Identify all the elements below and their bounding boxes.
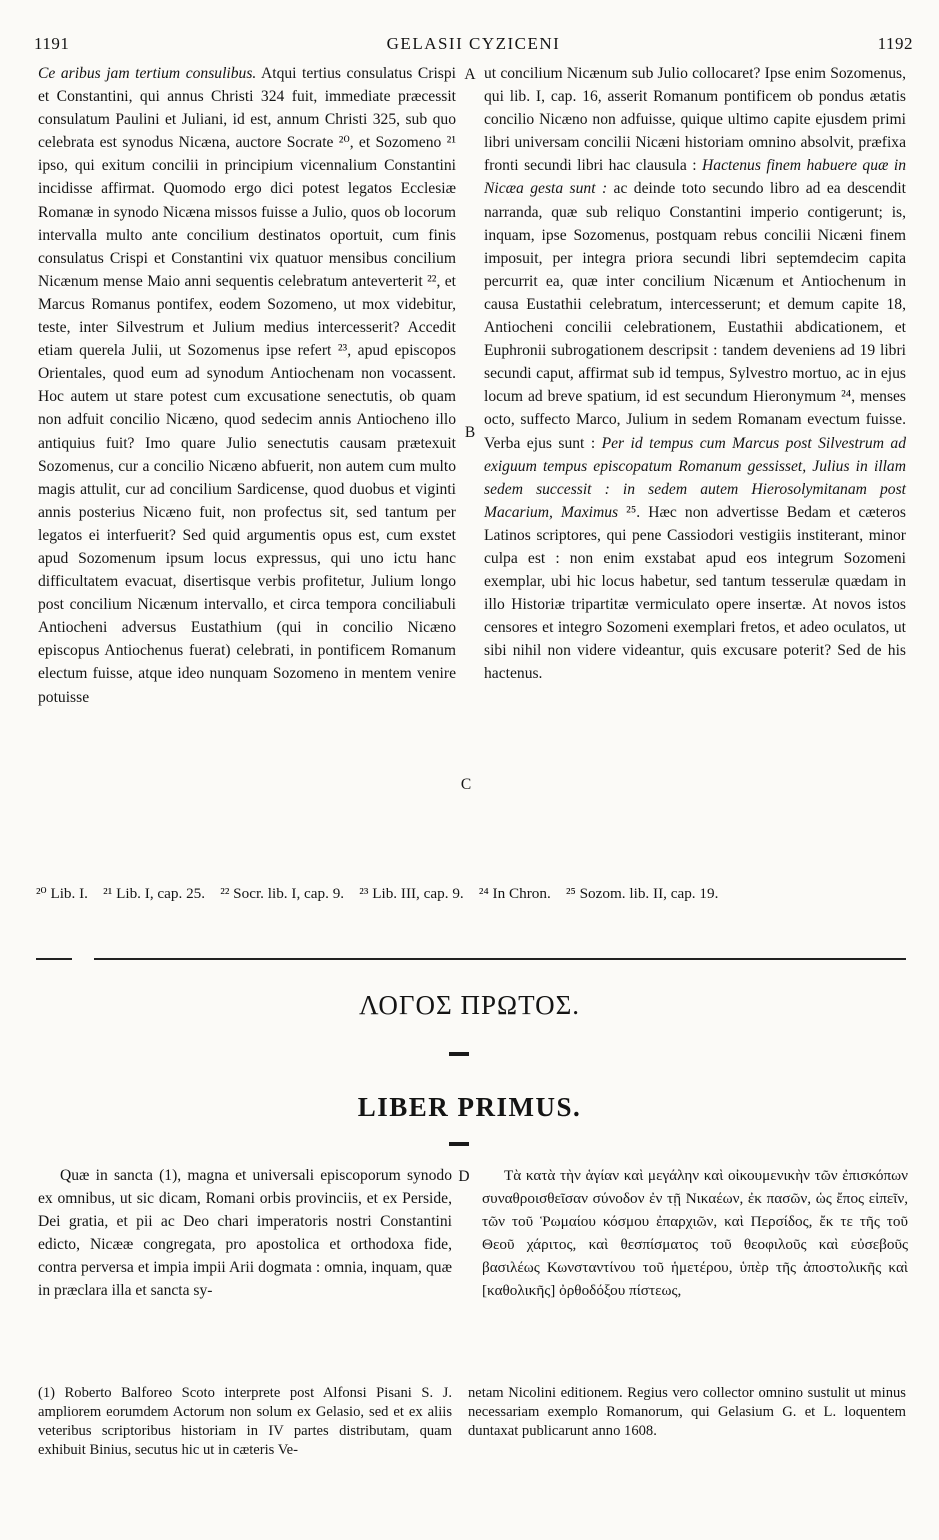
left-column-top [38,62,456,709]
left-column-bottom [38,1164,452,1303]
rule-long [94,958,906,960]
greek-text: Τὰ κατὰ τὴν ἁγίαν καὶ μεγάλην καὶ οἰκουμενικὴν τῶν ἐπισκόπων συναθροισθεῖσαν σύνοδον ἐν τῇ Νικαέων, ἐκ πασῶν, ὡς ἔπος εἰπεῖν, τῶν τοῦ Ῥωμαίου κόσμου ἐπαρχιῶν, καὶ Περσίδος, ἔκ τε τῆς τοῦ Θεοῦ χάριτος, καὶ θεσπίσματος τοῦ θεοφιλοῦς καὶ εὐσεβοῦς βασιλέως Κωνσταντίνου τοῦ ἡμετέρου, ὑπὲρ τῆς ἀποστολικῆς καὶ [καθολικῆς] ὀρθοδόξου πίστεως, [482,1167,908,1300]
paragraph-text: Quæ in sancta (1), magna et universali episcoporum synodo ex omnibus, ut sic dicam, Romani orbis provinciis, et ex Perside, Dei gratia, et pii ac Deo chari imperatoris nostri Constantini edicto, Nicææ congregata, pro apostolica et orthodoxa fide, contra perversa et impia impii Arii dogmata : omnia, inquam, quæ in præclara illa et sancta sy- [38,1167,452,1300]
footnote: ²⁴ In Chron. [478,885,551,902]
margin-marker-b: B [464,424,476,441]
footnote-bottom-right: netam Nicolini editionem. Regius vero collector omnino sustulit ut minus necessariam exemplo Romanorum, qui Gelasium G. et L. loquentem duntaxat publicarunt anno 1608. [468,1385,906,1439]
page-number-right: 1192 [877,34,913,53]
paragraph [484,62,906,686]
footnote: ²¹ Lib. I, cap. 25. [103,885,206,902]
right-column-top [484,62,906,686]
footnote: ²⁰ Lib. I. [36,885,88,902]
paragraph-text: Atqui tertius consulatus Crispi et Constantini, qui annus Christi 324 fuit, immediate præcessit consulatum Paulini et Juliani, id est, annum Christi 325, sub quo celebrata est synodus Nicæna, auctore Socrate ²⁰, et Sozomeno ²¹ ipso, qui exitum concilii in principium vicennalium Constantini incidisse affirmat. Quomodo ergo dici potest legatos Ecclesiæ Romanæ in synodo Nicæna missos fuisse a Julio, quos ob locorum intervalla multo ante concilium destinatos oportuit, cum finis consulatus Crispi et Constantini vix quatuor mensibus concilium Nicænum mense Maio anni sequentis celebratum anteverterit ²², et Marcus Romanus pontifex, eodem Sozomeno, ut mox videbitur, teste, inter Silvestrum et Julium medius intercesserit? Accedit etiam querela Julii, ut Sozomenus ipse refert ²³, apud episcopos Orientales, quod eum ad synodum Antiochenam non vocassent. Hoc autem ut stare potest cum excusatione senectutis, ob quam non adfuit concilio Nicæno, quod sedecim annis Antiocheno illo antiquius fuit? Imo quare Julio senectutis causam prætexuit Sozomenus, cur a concilio Nicæno abfuerit, non autem cum multo magis attulit, cur ad concilium Sardicense, quod duobus et viginti annis posterius Nicæno fuit, non profectus sit, sed tantum per legatos ei interfuerit? Sed quid argumentis opus est, cum exstet apud Sozomenum ipsum locus expressus, qui uno ictu hanc difficultatem evacuat, disertisque verbis profitetur, Julium longo post concilium Nicænum intervallo, et circa tempora conciliabuli Antiocheni adversus Eustathium (qui in concilio Nicæno episcopus Antiochenus fuerat) celebrati, in pontificem Romanum electum fuisse, atque ideo nunquam Sozomeno in mentem venire potuisse [38,65,456,706]
running-title: GELASII CYZICENI [386,34,561,53]
margin-marker-a: A [464,66,476,83]
margin-marker-c: C [460,776,472,793]
page-header [34,34,913,56]
footnote: ²⁵ Sozom. lib. II, cap. 19. [565,885,719,902]
latin-title: LIBER PRIMUS. [357,1092,582,1122]
quote-italic: Per id tempus cum Marcus post Silvestrum ad exiguum tempus episcopatum Romanum gessisset, Julius in illam sedem successit : in sedem autem Hierosolymitanam post Macarium, Maximus [484,434,906,521]
title-dash [449,1142,469,1146]
footnote: ²³ Lib. III, cap. 9. [359,885,464,902]
footnotes-top [36,884,906,903]
page-number-left: 1191 [34,34,70,53]
rule-short [36,958,72,960]
right-column-bottom-greek [482,1164,908,1303]
paragraph-text: ac deinde toto secundo libro ad ea descendit narranda, quæ sub reliquo Constantini imperio contigerunt; is, inquam, ipse Sozomenus, postquam rebus concilii Nicæni finem imposuit, per integra priora secundi libri septemdecim capita percurrit ea, quæ inter concilium Nicænum et Antiochenum in causa Eustathii celebratum, intercesserunt; et demum capite 18, Antiocheni concilii celebrationem, Eustathii abdicationem, et Euphronii subrogationem descripsit : tandem deveniens ad 19 libri secundi caput, affirmat sub id tempus, Sylvestro mortuo, ac in ejus locum ad breve spatium, id est secundum Hieronymum ²⁴, menses octo, suffecto Marco, Julium in sedem Romanam evectum fuisse. Verba ejus sunt : [484,180,906,452]
section-rule [36,958,906,964]
footnote: ²² Socr. lib. I, cap. 9. [220,885,345,902]
italic-opening: Ce aribus jam tertium consulibus. [38,65,257,82]
title-dash [449,1052,469,1056]
paragraph-text: ut concilium Nicænum sub Julio collocaret? Ipse enim Sozomenus, qui lib. I, cap. 16, asserit Romanum pontificem ob pondus ætatis concilio Nicæno non adfuisse, quique ultimo capite ejusdem primi libri universam concilii Nicæni historiam omnino absolvit, præfixa fronti secundi libri hac clausula : [484,65,906,175]
footnote-bottom-left: (1) Roberto Balforeo Scoto interprete post Alfonsi Pisani S. J. ampliorem eorumdem Actorum non solum ex Gelasio, sed et ex aliis veteribus scriptoribus historiam in IV partes distributam, quam exhibuit Binius, secutus hic ut in cæteris Ve- [38,1385,452,1458]
paragraph-text: ²⁵. Hæc non advertisse Bedam et cæteros Latinos scriptores, qui pene Cassiodori vestigiis institerant, minor culpa est : non enim exstabat apud eos integrum Sozomeni exemplar, ubi hic locus habetur, sed tantum tesserulæ quædam in illo Historiæ tripartitæ vermiculato opere insertæ. At novos istos censores et integro Sozomeni exemplari fretos, et adeo oculatos, ut sibi nihil non videre videantur, quis excusare poterit? Sed de his hactenus. [484,503,906,683]
paragraph [38,62,456,709]
margin-marker-d: D [458,1168,470,1185]
greek-title: ΛΟΓΟΣ ΠΡΩΤΟΣ. [358,990,581,1020]
quote-italic: Hactenus finem habuere quæ in Nicæa gesta sunt : [484,157,907,198]
